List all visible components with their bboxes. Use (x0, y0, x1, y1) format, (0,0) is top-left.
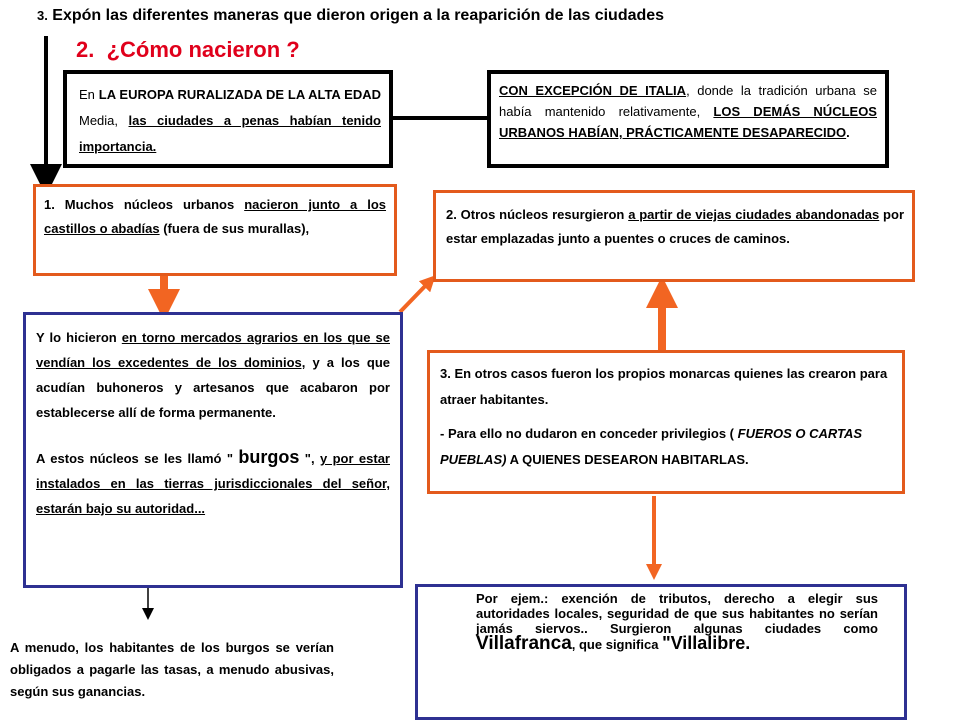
header-question (37, 7, 664, 25)
europa-box (63, 70, 393, 168)
arrow-burgos-to-box2 (400, 281, 430, 312)
box3-monarcas (427, 350, 905, 494)
header-text: Expón las diferentes maneras que dieron origen a la reaparición de las ciudades (52, 7, 665, 24)
header-number: 3. (37, 8, 48, 23)
burgos-text-2: A estos núcleos se les llamó " burgos ", y por estar instalados en las tierras jurisdiccionales del señor, estarán bajo su autoridad... (36, 447, 390, 516)
box2-text: 2. Otros núcleos resurgieron a partir de viejas ciudades abandonadas por estar emplazadas junto a puentes o cruces de caminos. (446, 207, 904, 246)
box2-viejas-ciudades (433, 190, 915, 282)
box1-castillos (33, 184, 397, 276)
italia-text: CON EXCEPCIÓN DE ITALIA, donde la tradición urbana se había mantenido relativamente, LOS DEMÁS NÚCLEOS URBANOS HABÍAN, PRÁCTICAMENTE DESAPARECIDO. (499, 83, 877, 140)
box3-text-2: - Para ello no dudaron en conceder privilegios ( FUEROS O CARTAS PUEBLAS) A QUIENES DESEARON HABITARLAS. (440, 426, 863, 467)
burgos-text-1: Y lo hicieron en torno mercados agrarios en los que se vendían los excedentes de los dominios, y a los que acudían buhoneros y artesanos que acabaron por establecerse allí de forma permanente. (36, 330, 390, 420)
burgos-box (23, 312, 403, 588)
ejemplo-box (415, 584, 907, 720)
burgos-word: burgos (238, 447, 300, 467)
ejemplo-text: Por ejem.: exención de tributos, derecho a elegir sus autoridades locales, seguridad de que sus habitantes no serían jamás siervos.. Surgieron algunas ciudades como Villafranca, que significa "Villalibre. (476, 591, 878, 654)
box1-text: 1. Muchos núcleos urbanos nacieron junto a los castillos o abadías (fuera de sus murallas), (44, 197, 387, 236)
italia-box (487, 70, 889, 168)
tasas-text: A menudo, los habitantes de los burgos se verían obligados a pagarle las tasas, a menudo abusivas, según sus ganancias. (10, 640, 334, 699)
europa-text: En LA EUROPA RURALIZADA DE LA ALTA EDAD Media, las ciudades a penas habían tenido importancia. (79, 87, 382, 154)
villafranca-word: Villafranca (476, 633, 572, 654)
villalibre-word: "Villalibre. (662, 633, 751, 653)
box3-text-1: 3. En otros casos fueron los propios monarcas quienes las crearon para atraer habitantes. (440, 366, 888, 407)
page-title: 2. ¿Cómo nacieron ? (76, 37, 300, 62)
